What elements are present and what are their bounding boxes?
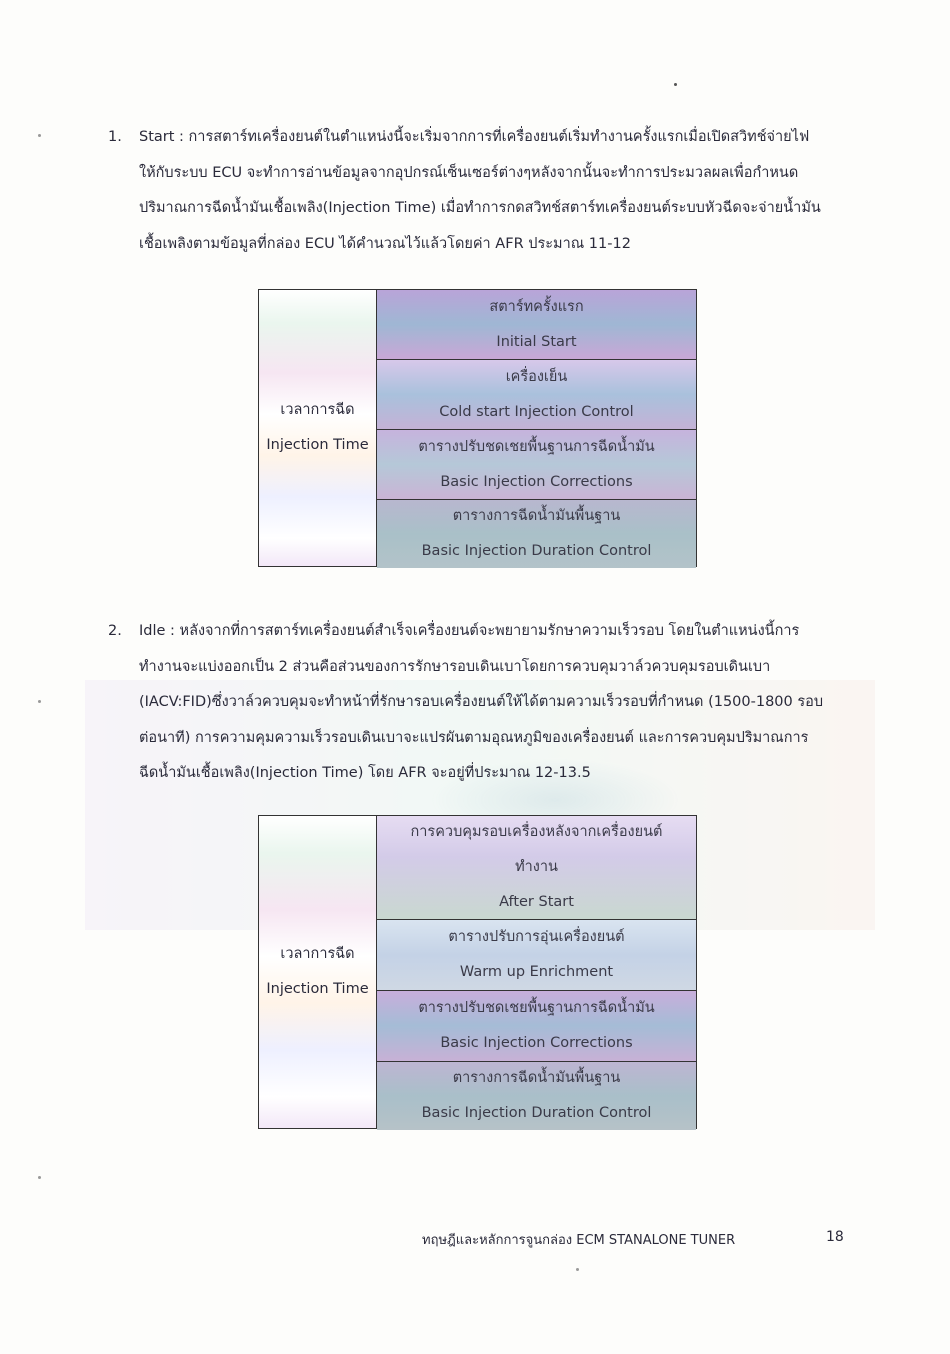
table-row	[377, 816, 696, 920]
section-line: ให้กับระบบ ECU จะทำการอ่านข้อมูลจากอุปกรณ์เซ็นเซอร์ต่างๆหลังจากนั้นจะทำการประมวลผลเพื่อกำหนด	[139, 164, 799, 181]
scan-speck	[38, 700, 41, 703]
table-row	[377, 430, 696, 500]
row-text-english: Basic Injection Corrections	[440, 1035, 633, 1051]
page-number: 18	[826, 1229, 844, 1245]
table-row	[377, 290, 696, 360]
row-text-english: Cold start Injection Control	[439, 403, 634, 420]
scan-speck	[38, 134, 41, 137]
section-line: (IACV:FID)ซึ่งวาล์วควบคุมจะทำหน้าที่รักษารอบเครื่องยนต์ให้ได้ตามความเร็วรอบที่กำหนด (1500-1800 รอบ	[139, 694, 824, 710]
section-number: 2.	[108, 623, 122, 639]
section-line	[108, 120, 878, 156]
row-text-thai: การควบคุมรอบเครื่องหลังจากเครื่องยนต์	[410, 824, 663, 840]
section-line: ทำงานจะแบ่งออกเป็น 2 ส่วนคือส่วนของการรักษารอบเดินเบาโดยการควบคุมวาล์วควบคุมรอบเดินเบา	[139, 658, 771, 675]
section-number: 1.	[108, 129, 122, 145]
row-text-thai: สตาร์ทครั้งแรก	[489, 298, 584, 315]
section-line: ฉีดน้ำมันเชื้อเพลิง(Injection Time) โดย AFR จะอยู่ที่ประมาณ 12-13.5	[139, 765, 591, 781]
section-line	[108, 614, 878, 650]
section-idle	[108, 614, 878, 792]
section-start	[108, 120, 878, 262]
cell-label-english: Injection Time	[266, 981, 369, 997]
control-column	[377, 290, 696, 566]
section-text: Start : การสตาร์ทเครื่องยนต์ในตำแหน่งนี้จะเริ่มจากการที่เครื่องยนต์เริ่มทำงานครั้งแรกเมื่อเปิดสวิทช์จ่ายไฟ	[139, 129, 810, 145]
table-row	[377, 360, 696, 430]
table-row	[377, 920, 696, 991]
row-text-thai-continued: ทำงาน	[515, 859, 558, 875]
control-column	[377, 816, 696, 1128]
row-text-english: Basic Injection Duration Control	[421, 1105, 652, 1121]
row-text-thai: ตารางปรับการอุ่นเครื่องยนต์	[448, 929, 625, 945]
injection-table-idle	[258, 815, 697, 1129]
injection-table-start	[258, 289, 697, 567]
table-row	[377, 1062, 696, 1130]
scan-speck	[674, 83, 677, 86]
table-row	[377, 991, 696, 1062]
row-text-thai: ตารางปรับชดเชยพื้นฐานการฉีดน้ำมัน	[418, 438, 655, 455]
section-line: ปริมาณการฉีดน้ำมันเชื้อเพลิง(Injection Time) เมื่อทำการกดสวิทช์สตาร์ทเครื่องยนต์ระบบหัวฉีดจะจ่ายน้ำมัน	[139, 200, 821, 216]
table-row	[377, 500, 696, 568]
section-text: Idle : หลังจากที่การสตาร์ทเครื่องยนต์สำเร็จเครื่องยนต์จะพยายามรักษาความเร็วรอบ โดยในตำแหน่งนี้การ	[139, 623, 800, 639]
row-text-english: Basic Injection Corrections	[440, 473, 633, 490]
scan-speck	[576, 1268, 579, 1271]
section-line: เชื้อเพลิงตามข้อมูลที่กล่อง ECU ได้คำนวณไว้แล้วโดยค่า AFR ประมาณ 11-12	[139, 235, 631, 252]
row-text-english: Warm up Enrichment	[459, 964, 614, 980]
cell-label-english: Injection Time	[266, 437, 369, 453]
cell-label-thai: เวลาการฉีด	[280, 946, 355, 962]
row-text-thai: ตารางการฉีดน้ำมันพื้นฐาน	[452, 1070, 621, 1086]
footer-title: ทฤษฎีและหลักการจูนกล่อง ECM STANALONE TUNER	[422, 1233, 736, 1248]
injection-time-cell	[259, 816, 377, 1128]
row-text-english: Basic Injection Duration Control	[421, 543, 652, 559]
row-text-english: Initial Start	[496, 333, 577, 350]
section-line: ต่อนาที) การความคุมความเร็วรอบเดินเบาจะแปรผันตามอุณหภูมิของเครื่องยนต์ และการควบคุมปริมาณการ	[139, 729, 809, 746]
scan-speck	[38, 1176, 41, 1179]
row-text-thai: ตารางปรับชดเชยพื้นฐานการฉีดน้ำมัน	[418, 1000, 655, 1016]
row-text-thai: เครื่องเย็น	[505, 368, 568, 385]
row-text-thai: ตารางการฉีดน้ำมันพื้นฐาน	[452, 508, 621, 524]
cell-label-thai: เวลาการฉีด	[280, 402, 355, 418]
injection-time-cell	[259, 290, 377, 566]
row-text-english: After Start	[499, 894, 574, 910]
